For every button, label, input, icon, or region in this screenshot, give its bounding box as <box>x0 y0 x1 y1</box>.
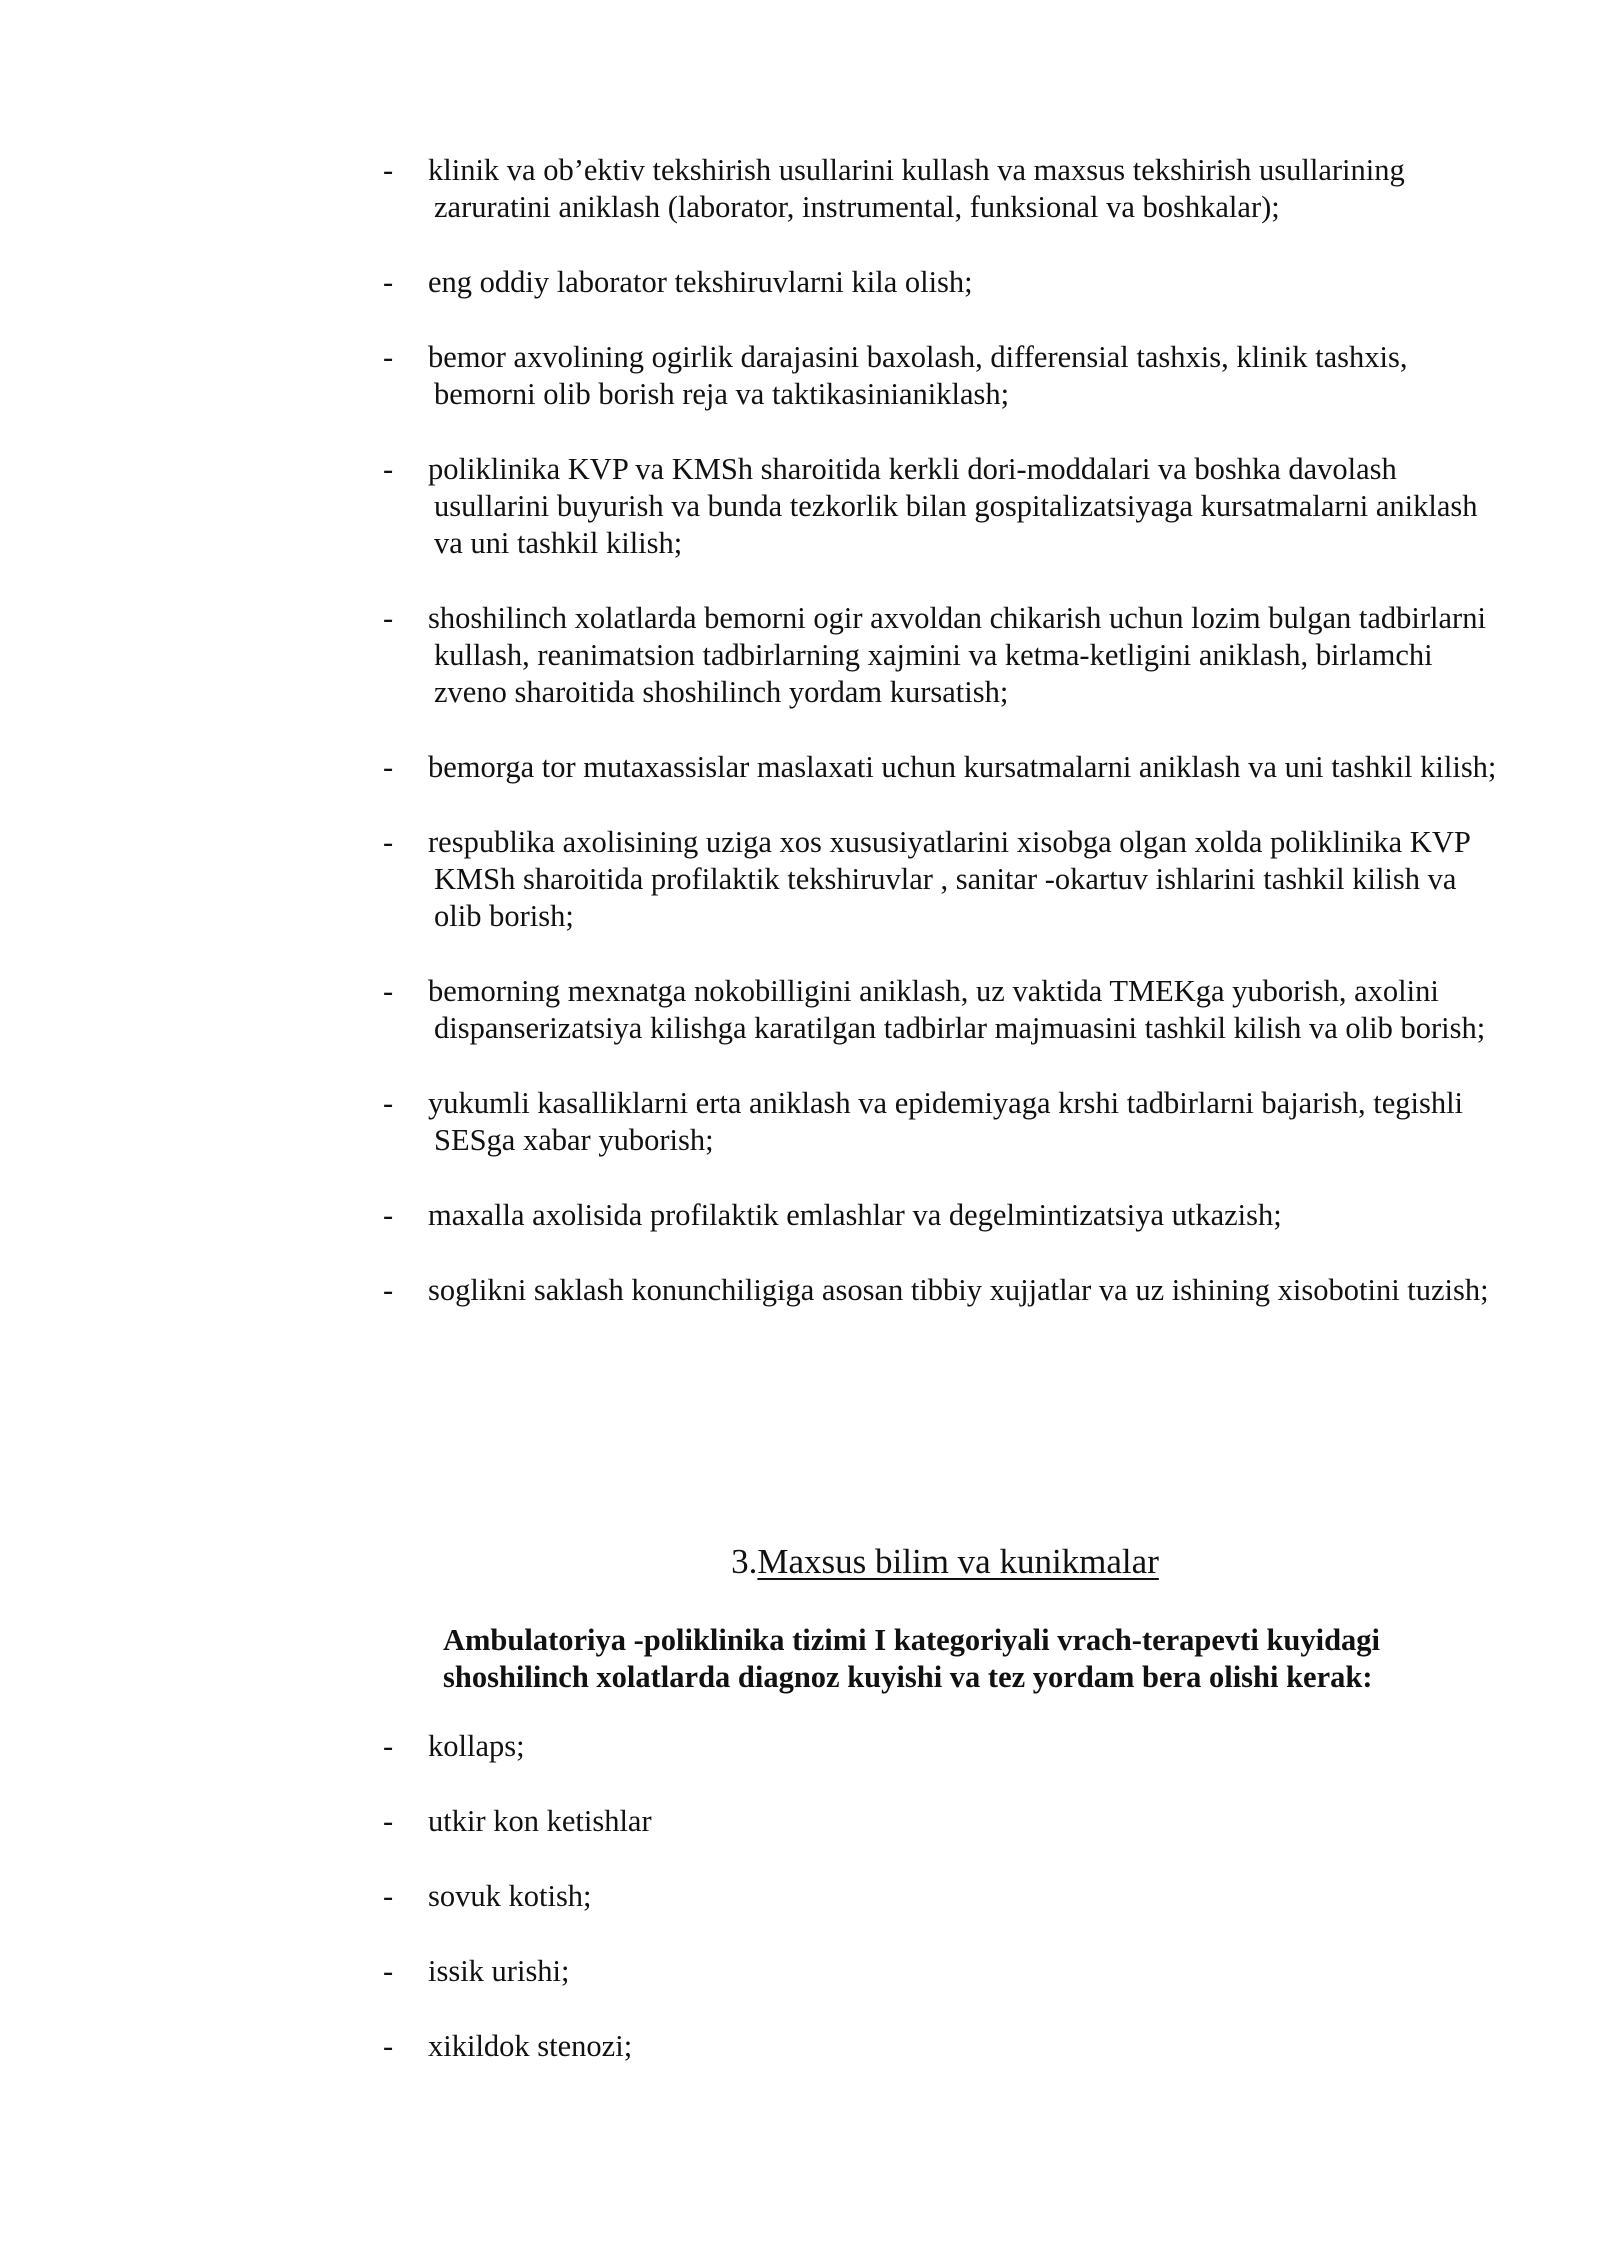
skills-list <box>0 152 1600 1347</box>
section-intro: Ambulatoriya -poliklinika tizimi I kategoriyali vrach-terapevti kuyidagi shoshilinch xolatlarda diagnoz kuyishi va tez yordam bera olishi kerak: <box>443 1623 1381 1694</box>
list-bullet: - <box>383 825 394 859</box>
list-item-text: soglikni saklash konunchiligiga asosan tibbiy xujjatlar va uz ishining xisobotini tuzish; <box>428 1273 1489 1307</box>
list-item-text: bemorga tor mutaxassislar maslaxati uchun kursatmalarni aniklash va uni tashkil kilish; <box>428 750 1497 784</box>
list-item-text: xikildok stenozi; <box>428 2029 633 2063</box>
list-bullet: - <box>383 2029 394 2063</box>
list-item-text: klinik va ob’ektiv tekshirish usullarini kullash va maxsus tekshirish usullarining zaruratini aniklash (laborator, instrumental, funksional va boshkalar); <box>428 153 1405 224</box>
list-item-text: eng oddiy laborator tekshiruvlarni kila olish; <box>428 265 973 299</box>
list-bullet: - <box>383 265 394 299</box>
list-item <box>0 2028 1600 2065</box>
list-item-text: maxalla axolisida profilaktik emlashlar va degelmintizatsiya utkazish; <box>428 1198 1282 1232</box>
list-bullet: - <box>383 1273 394 1307</box>
list-bullet: - <box>383 452 394 486</box>
list-item <box>0 1803 1600 1840</box>
section-number: 3. <box>731 1542 758 1581</box>
list-item <box>0 600 1600 711</box>
list-item-text: poliklinika KVP va KMSh sharoitida kerkli dori-moddalari va boshka davolash usullarini buyurish va bunda tezkorlik bilan gospitalizatsiyaga kursatmalarni aniklash va uni tashkil kilish; <box>428 452 1478 560</box>
list-item <box>0 1953 1600 1990</box>
list-item-text: bemor axvolining ogirlik darajasini baxolash, differensial tashxis, klinik tashxis, bemorni olib borish reja va taktikasinianiklash; <box>428 340 1408 411</box>
list-bullet: - <box>383 1729 394 1763</box>
list-item-text: issik urishi; <box>428 1954 570 1988</box>
list-item-text: kollaps; <box>428 1729 525 1763</box>
list-bullet: - <box>383 153 394 187</box>
emergency-conditions-list <box>0 1728 1600 2103</box>
list-bullet: - <box>383 1804 394 1838</box>
list-item <box>0 264 1600 301</box>
list-item-text: respublika axolisining uziga xos xususiyatlarini xisobga olgan xolda poliklinika KVP KMSh sharoitida profilaktik tekshiruvlar , sanitar -okartuv ishlarini tashkil kilish va olib borish; <box>428 825 1470 933</box>
list-item <box>0 1272 1600 1309</box>
list-item <box>0 1197 1600 1234</box>
list-item-text: utkir kon ketishlar <box>428 1804 652 1838</box>
list-item <box>0 1728 1600 1765</box>
list-item <box>0 1878 1600 1915</box>
list-bullet: - <box>383 1879 394 1913</box>
section-title: Maxsus bilim va kunikmalar <box>757 1542 1159 1581</box>
list-item <box>0 824 1600 935</box>
list-item-text: yukumli kasalliklarni erta aniklash va epidemiyaga krshi tadbirlarni bajarish, tegishli SESga xabar yuborish; <box>428 1086 1464 1157</box>
list-item-text: bemorning mexnatga nokobilligini aniklash, uz vaktida TMEKga yuborish, axolini dispanserizatsiya kilishga karatilgan tadbirlar majmuasini tashkil kilish va olib borish; <box>428 974 1486 1045</box>
list-bullet: - <box>383 340 394 374</box>
list-item-text: shoshilinch xolatlarda bemorni ogir axvoldan chikarish uchun lozim bulgan tadbirlarni kullash, reanimatsion tadbirlarning xajmini va ketma-ketligini aniklash, birlamchi zveno sharoitida shoshilinch yordam kursatish; <box>428 601 1486 709</box>
list-item <box>0 152 1600 226</box>
list-bullet: - <box>383 1086 394 1120</box>
list-bullet: - <box>383 1954 394 1988</box>
section-heading <box>0 1540 1600 1584</box>
list-item <box>0 749 1600 786</box>
list-bullet: - <box>383 974 394 1008</box>
list-item <box>0 451 1600 562</box>
list-item-text: sovuk kotish; <box>428 1879 592 1913</box>
list-bullet: - <box>383 1198 394 1232</box>
list-item <box>0 1085 1600 1159</box>
list-item <box>0 973 1600 1047</box>
list-bullet: - <box>383 601 394 635</box>
list-bullet: - <box>383 750 394 784</box>
list-item <box>0 339 1600 413</box>
